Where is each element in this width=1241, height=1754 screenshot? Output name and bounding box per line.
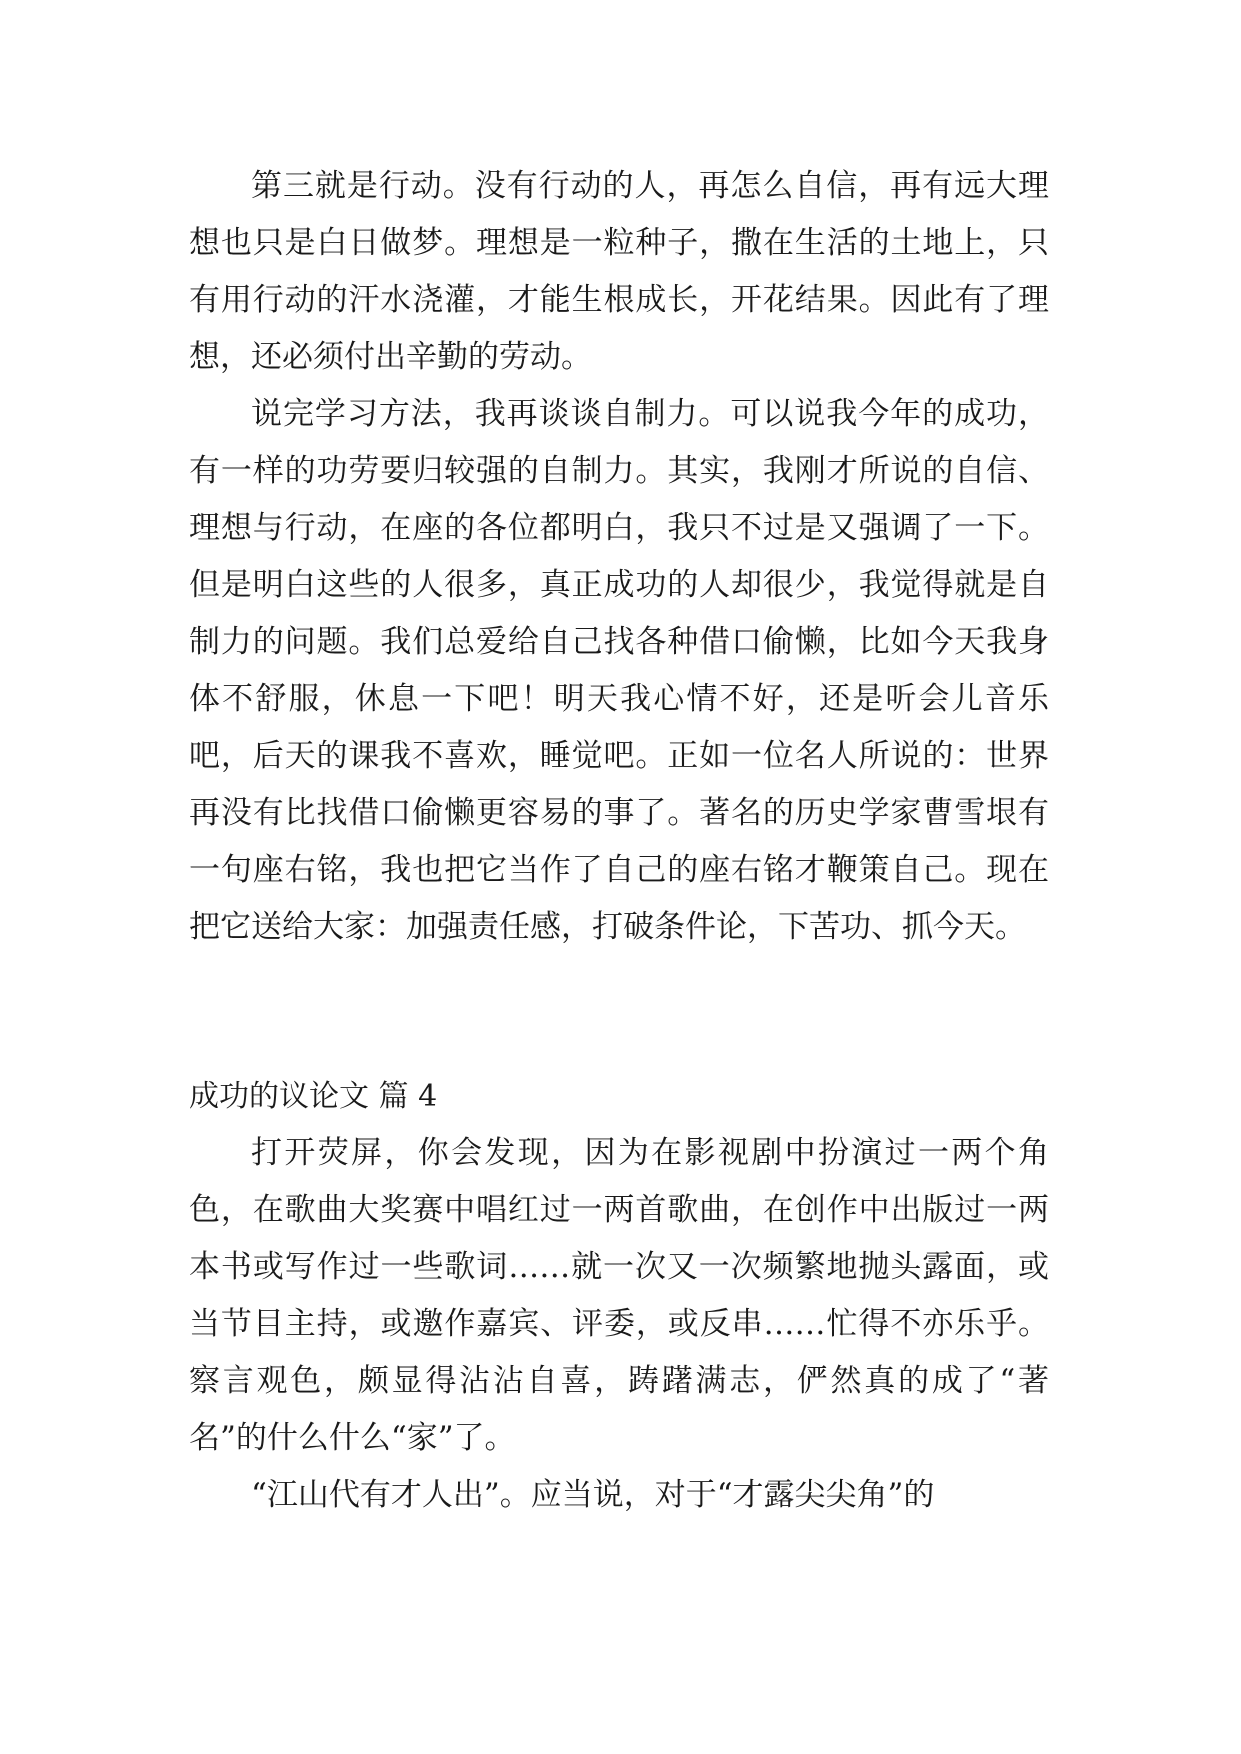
paragraph-screen: 打开荧屏，你会发现，因为在影视剧中扮演过一两个角色，在歌曲大奖赛中唱红过一两首歌曲，在创作中出版过一两本书或写作过一些歌词……就一次又一次频繁地抛头露面，或当节目主持，或邀作嘉宾、评委，或反串……忙得不亦乐乎。察言观色，颇显得沾沾自喜，踌躇满志，俨然真的成了“著名”的什么什么“家”了。 (189, 1135, 1049, 1456)
paragraph-action: 第三就是行动。没有行动的人，再怎么自信，再有远大理想也只是白日做梦。理想是一粒种子，撒在生活的土地上，只有用行动的汗水浇灌，才能生根成长，开花结果。因此有了理想，还必须付出辛勤的劳动。 (189, 168, 1049, 375)
section-b (189, 1068, 1049, 1524)
section-a (189, 158, 1049, 956)
paragraph-self-control: 说完学习方法，我再谈谈自制力。可以说我今年的成功，有一样的功劳要归较强的自制力。其实，我刚才所说的自信、理想与行动，在座的各位都明白，我只不过是又强调了一下。但是明白这些的人很多，真正成功的人却很少，我觉得就是自制力的问题。我们总爱给自己找各种借口偷懒，比如今天我身体不舒服，休息一下吧！明天我心情不好，还是听会儿音乐吧，后天的课我不喜欢，睡觉吧。正如一位名人所说的：世界再没有比找借口偷懒更容易的事了。著名的历史学家曹雪垠有一句座右铭，我也把它当作了自己的座右铭才鞭策自己。现在把它送给大家：加强责任感，打破条件论，下苦功、抓今天。 (189, 396, 1049, 945)
section-heading: 成功的议论文 篇 4 (189, 1079, 438, 1114)
paragraph-talent: “江山代有才人出”。应当说，对于“才露尖尖角”的 (251, 1477, 935, 1513)
